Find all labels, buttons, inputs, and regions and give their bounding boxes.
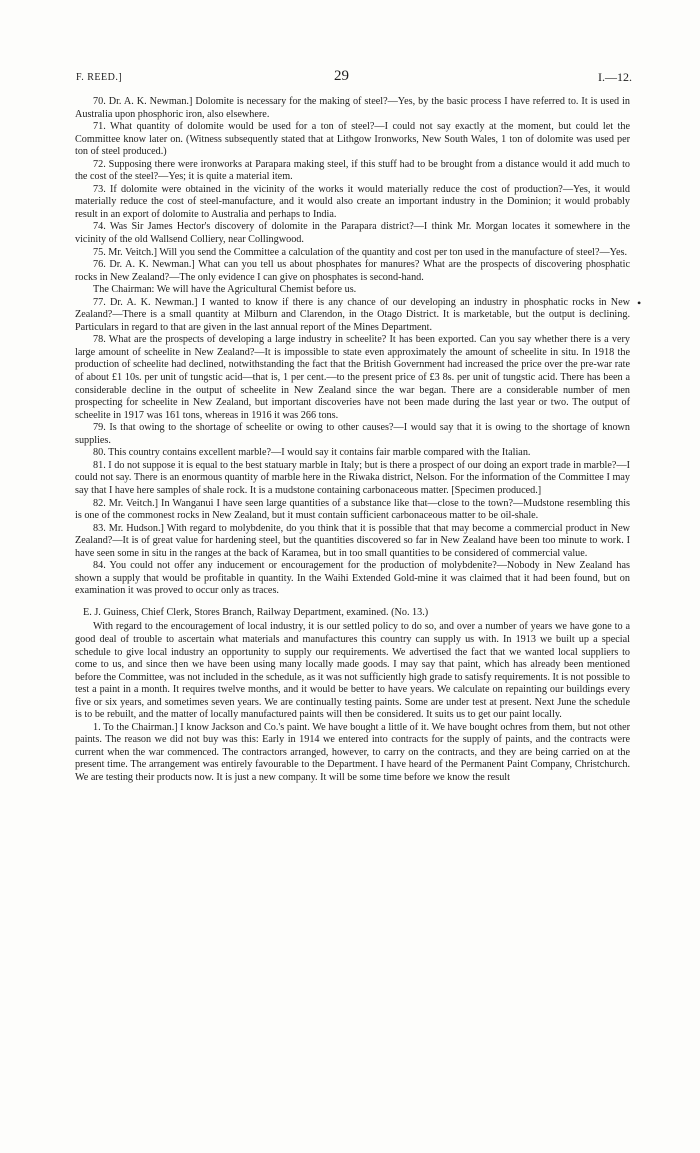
- paragraph-78: 78. What are the prospects of developing a large industry in scheelite? It has been exported. Can you say whether there is a very large amount of scheelite in New Zealand?—It is impossible to state even approximately the amount of scheelite in situ. In 1918 the production of scheelite had declined, notwithstanding the fact that the British Government had increased the price over the pre-war rate of about £1 10s. per unit of tungstic acid—that is, 1 per cent.—to the present price of £3 8s. per unit of tungstic acid. There has been a considerable decline in the output of scheelite in New Zealand since the war began. There are a considerable number of men prospecting for scheelite in New Zealand, but important discoveries have not been made during the last year or two. The output of scheelite in 1917 was 161 tons, whereas in 1916 it was 266 tons.: [75, 334, 630, 421]
- guiness-statement: With regard to the encouragement of local industry, it is our settled policy to do so, and over a number of years we have gone to a good deal of trouble to ascertain what materials and manufactures this country can supply us with. In 1913 we built up a special schedule to give local industry an opportunity to supply our requirements. We advertised the fact that we wanted local suppliers to come to us, and since then we have been using many locally made goods. I may say that paint, which has already been mentioned before the Committee, was not included in the schedule, as it was not sufficiently high grade to satisfy requirements. It is not possible to test a paint in a month. It requires twelve months, and it would be better to have years. We calculate on repainting our buildings every five or six years, and sometimes seven years. We are continually testing paints. Some are under test at present. Next June the schedule is to be rebuilt, and the matter of locally manufactured paints will then be considered. It suits us to get our paint locally.: [75, 621, 630, 721]
- page-body: [75, 96, 630, 785]
- margin-dot: •: [637, 296, 642, 310]
- paragraph-71: 71. What quantity of dolomite would be used for a ton of steel?—I could not say exactly at the moment, but could let the Committee know later on. (Witness subsequently stated that at Lithgow Ironworks, New South Wales, 1 ton of dolomite was used per ton of steel produced.): [75, 121, 630, 158]
- paragraph-79: 79. Is that owing to the shortage of scheelite or owing to other causes?—I would say that it is owing to the shortage of known supplies.: [75, 422, 630, 446]
- page-header: [0, 68, 700, 88]
- guiness-answer-1: 1. To the Chairman.] I know Jackson and Co.'s paint. We have bought a little of it. We have bought ochres from them, but not other paints. The reason we did not buy was this: Early in 1914 we entered into contracts for the supply of paints, and the contracts were current when the war commenced. The contractors arranged, however, to carry on the contracts, and they are being carried on at the present time. The arrangement was entirely favourable to the Department. I have heard of the Permanent Paint Company, Christchurch. We are testing their products now. It is just a new company. It will be some time before we know the result: [75, 721, 630, 783]
- paragraph-76: 76. Dr. A. K. Newman.] What can you tell us about phosphates for manures? What are the prospects of discovering phosphatic rocks in New Zealand?—The only evidence I can give on phosphates is second-hand.: [75, 259, 630, 283]
- page-number: 29: [334, 68, 349, 84]
- paragraph-84: 84. You could not offer any inducement or encouragement for the production of molybdenite?—Nobody in New Zealand has shown a supply that would be profitable in quantity. In the Waihi Extended Gold-mine it was claimed that it had been found, but on examination it was proved to occur only as traces.: [75, 560, 630, 597]
- paragraph-82: 82. Mr. Veitch.] In Wanganui I have seen large quantities of a substance like that—close to the town?—Mudstone resembling this is one of the commonest rocks in New Zealand, but it must contain sufficient carbonaceous matter to be oil-shale.: [75, 497, 630, 522]
- paragraph-72: 72. Supposing there were ironworks at Parapara making steel, if this stuff had to be brought from a distance would it add much to the cost of the steel?—Yes; it is quite a material item.: [75, 158, 630, 183]
- paragraph-73: 73. If dolomite were obtained in the vicinity of the works it would materially reduce the cost of production?—Yes, it would materially reduce the cost of steel-manufacture, and it would also create an important industry in the Dominion; it would probably result in an export of dolomite to Australia and perhaps to India.: [75, 183, 630, 220]
- paragraph-81: 81. I do not suppose it is equal to the best statuary marble in Italy; but is there a prospect of our doing an export trade in marble?—I could not say. There is an enormous quantity of marble here in the Riwaka district, Nelson. For the information of the Committee I may say that I have here samples of shale rock. It is a mudstone containing carbonaceous matter. [Specimen produced.]: [75, 459, 630, 496]
- header-witness-name: F. REED.]: [76, 72, 123, 83]
- paragraph-70: 70. Dr. A. K. Newman.] Dolomite is necessary for the making of steel?—Yes, by the basic process I have referred to. It is used in Australia upon phosphoric iron, also elsewhere.: [75, 96, 630, 120]
- witness-heading: E. J. Guiness, Chief Clerk, Stores Branch, Railway Department, examined. (No. 13.): [83, 606, 429, 618]
- paragraph-74: 74. Was Sir James Hector's discovery of dolomite in the Parapara district?—I think Mr. Morgan locates it somewhere in the vicinity of the old Wallsend Colliery, near Collingwood.: [75, 221, 630, 246]
- paragraph-77: 77. Dr. A. K. Newman.] I wanted to know if there is any chance of our developing an industry in phosphatic rocks in New Zealand?—There is a small quantity at Milburn and Clarendon, in the Otago District. It is marketable, but the output is declining. Particulars in regard to that are given in the last annual report of the Mines Department.: [75, 296, 630, 333]
- chairman-remark: The Chairman: We will have the Agricultural Chemist before us.: [93, 284, 357, 296]
- paragraph-75: 75. Mr. Veitch.] Will you send the Committee a calculation of the quantity and cost per ton used in the manufacture of steel?—Yes.: [93, 246, 628, 258]
- paragraph-80: 80. This country contains excellent marble?—I would say it contains fair marble compared with the Italian.: [93, 447, 531, 459]
- document-reference: I.—12.: [598, 70, 632, 84]
- paragraph-83: 83. Mr. Hudson.] With regard to molybdenite, do you think that it is possible that that may become a commercial product in New Zealand?—It is of great value for hardening steel, but the quantities discovered so far in New Zealand have been too minute to work. I have seen some in situ in the ranges at the back of Karamea, but in too small quantities to be considered of commercial value.: [75, 522, 630, 559]
